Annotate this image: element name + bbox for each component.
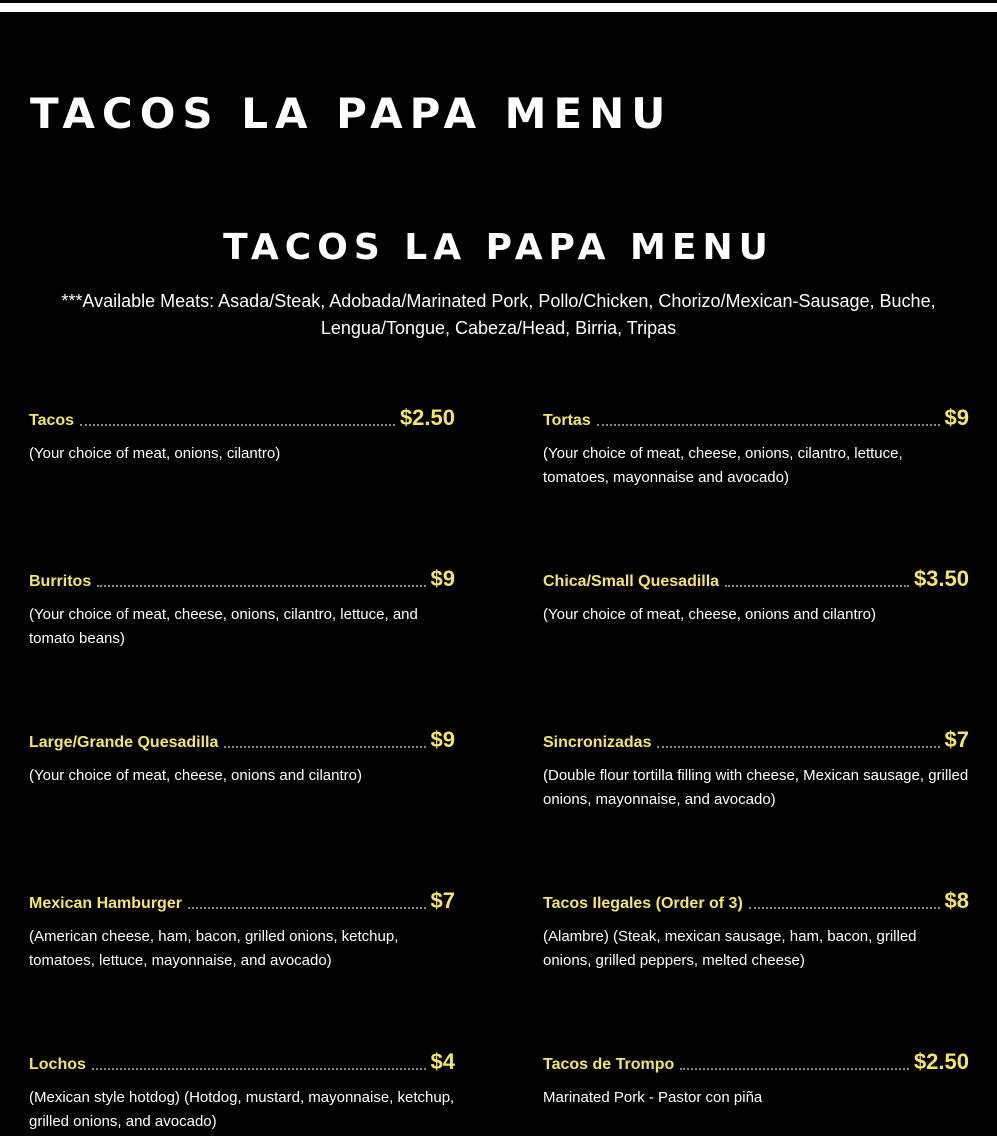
menu-item-large-quesadilla xyxy=(29,722,455,788)
menu-item-tacos xyxy=(29,400,455,466)
menu-item-name: Tacos Ilegales (Order of 3) xyxy=(543,895,743,912)
menu-item-name: Mexican Hamburger xyxy=(29,895,182,912)
menu-item-header xyxy=(29,561,455,593)
menu-item-tacos-ilegales xyxy=(543,883,969,973)
menu-item-header xyxy=(543,883,969,915)
menu-item-name: Tacos xyxy=(29,412,75,429)
menu-item-header xyxy=(29,722,455,754)
menu-item-header xyxy=(543,561,969,593)
dot-leader xyxy=(80,424,395,426)
menu-item-description: (Your choice of meat, cheese, onions and cilantro) xyxy=(29,767,362,784)
menu-item-description: (Alambre) (Steak, mexican sausage, ham, bacon, grilled onions, grilled peppers, melted cheese) xyxy=(543,928,917,969)
menu-item-name: Lochos xyxy=(29,1056,86,1073)
dot-leader xyxy=(188,907,426,909)
menu-item-price: $2.50 xyxy=(913,1049,969,1074)
menu-item-description: (American cheese, ham, bacon, grilled onions, ketchup, tomatoes, lettuce, mayonnaise, and avocado) xyxy=(29,928,399,969)
menu-item-header xyxy=(543,400,969,432)
dot-leader xyxy=(92,1068,426,1070)
menu-item-header xyxy=(29,1044,455,1076)
menu-item-small-quesadilla xyxy=(543,561,969,627)
menu-item-name: Burritos xyxy=(29,573,92,590)
menu-item-sincronizadas xyxy=(543,722,969,812)
menu-item-name: Tortas xyxy=(543,412,591,429)
menu-item-name: Sincronizadas xyxy=(543,734,652,751)
dot-leader xyxy=(97,585,425,587)
dot-leader xyxy=(224,746,425,748)
page-title: TACOS LA PAPA MENU xyxy=(30,89,673,138)
menu-item-description: (Your choice of meat, cheese, onions, cilantro, lettuce, and tomato beans) xyxy=(29,606,418,647)
dot-leader xyxy=(749,907,940,909)
menu-item-price: $7 xyxy=(430,888,455,913)
menu-item-price: $9 xyxy=(430,566,455,591)
menu-item-mexican-hamburger xyxy=(29,883,455,973)
menu-item-price: $4 xyxy=(430,1049,455,1074)
menu-item-description: Marinated Pork - Pastor con piña xyxy=(543,1089,763,1106)
menu-item-price: $8 xyxy=(944,888,969,913)
top-bar xyxy=(0,0,997,15)
dot-leader xyxy=(597,424,940,426)
menu-item-name: Chica/Small Quesadilla xyxy=(543,573,720,590)
menu-item-header xyxy=(543,1044,969,1076)
dot-leader xyxy=(680,1068,909,1070)
menu-item-header xyxy=(29,400,455,432)
menu-item-description: (Your choice of meat, onions, cilantro) xyxy=(29,445,281,462)
available-meats-note: ***Available Meats: Asada/Steak, Adobada/Marinated Pork, Pollo/Chicken, Chorizo/Mexican-Sausage, Buche, Lengua/Tongue, Cabeza/Head, Birria, Tripas xyxy=(61,291,936,338)
menu-item-description: (Your choice of meat, cheese, onions and cilantro) xyxy=(543,606,876,623)
menu-item-lochos xyxy=(29,1044,455,1134)
dot-leader xyxy=(657,746,939,748)
menu-item-price: $3.50 xyxy=(913,566,969,591)
menu-item-tortas xyxy=(543,400,969,490)
menu-item-price: $9 xyxy=(430,727,455,752)
menu-item-description: (Double flour tortilla filling with cheese, Mexican sausage, grilled onions, mayonnaise, and avocado) xyxy=(543,767,969,808)
menu-item-header xyxy=(29,883,455,915)
menu-item-tacos-de-trompo xyxy=(543,1044,969,1110)
menu-item-description: (Mexican style hotdog) (Hotdog, mustard, mayonnaise, ketchup, grilled onions, and avocado) xyxy=(29,1089,455,1130)
dot-leader xyxy=(725,585,909,587)
top-divider xyxy=(0,3,997,12)
menu-item-description: (Your choice of meat, cheese, onions, cilantro, lettuce, tomatoes, mayonnaise and avocado) xyxy=(543,445,903,486)
menu-item-name: Tacos de Trompo xyxy=(543,1056,675,1073)
menu-item-header xyxy=(543,722,969,754)
menu-item-price: $2.50 xyxy=(399,405,455,430)
menu-item-price: $9 xyxy=(944,405,969,430)
menu-heading: TACOS LA PAPA MENU xyxy=(223,227,774,268)
menu-item-burritos xyxy=(29,561,455,651)
menu-item-price: $7 xyxy=(944,727,969,752)
menu-item-name: Large/Grande Quesadilla xyxy=(29,734,219,751)
